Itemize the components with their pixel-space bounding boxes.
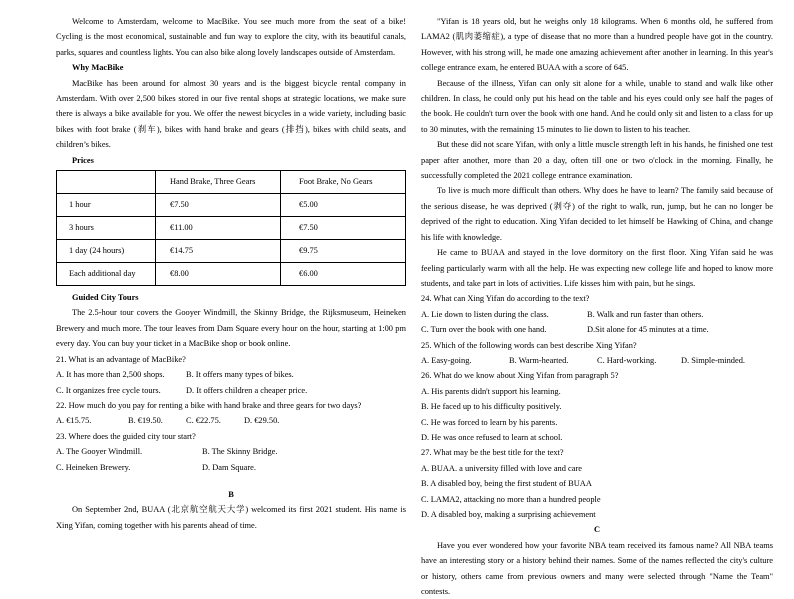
table-header-row xyxy=(57,171,406,194)
question-24: 24. What can Xing Yifan do according to the text? xyxy=(421,294,590,304)
option: B. The Skinny Bridge. xyxy=(202,447,278,457)
option: C. €22.75. xyxy=(186,416,221,426)
story-paragraph-3: But these did not scare Yifan, with only a little muscle strength left in his hands, he finished one test paper after another, more than 20 a day, often till one or two o'clock in the morning. Finally, he successfully completed the 2021 college entrance examination. xyxy=(421,140,773,181)
table-header-cell xyxy=(57,171,156,194)
table-row xyxy=(57,240,406,263)
option: A. BUAA. a university filled with love and care xyxy=(421,463,582,473)
question-26: 26. What do we know about Xing Yifan from paragraph 5? xyxy=(421,371,619,381)
table-row xyxy=(57,217,406,240)
tours-paragraph: The 2.5-hour tour covers the Gooyer Windmill, the Skinny Bridge, the Rijksmuseum, Heineken Brewery and much more. The tour leaves from Dam Square every hour on the hour, starting at 1:00 pm every day. You can buy your ticket in a MacBike shop or book online. xyxy=(56,308,406,349)
option: C. He was forced to learn by his parents. xyxy=(421,417,558,427)
q24-options-row-2 xyxy=(421,322,773,337)
story-paragraph-1: "Yifan is 18 years old, but he weighs only 18 kilograms. When 6 months old, he suffered from LAMA2 (肌肉萎缩症), a type of disease that no more than a hundred people have got in the country. However, with his strong will, he made one amazing achievement after another in learning. In this year's college entrance exam, he entered BUAA with a score of 645. xyxy=(421,17,773,73)
q23-options-row-2 xyxy=(56,460,406,475)
prices-table xyxy=(56,170,406,286)
question-22: 22. How much do you pay for renting a bike with hand brake and three gears for two days? xyxy=(56,400,362,410)
option: D.Sit alone for 45 minutes at a time. xyxy=(587,325,709,335)
table-cell: €9.75 xyxy=(281,240,406,263)
story-paragraph-5: He came to BUAA and stayed in the love dormitory on the first floor. Xing Yifan said he was feeling particularly warm with all the help. He was expecting new college life and hoped to know more students, and take part in lots of activities. Life kisses him with pain, but he sings. xyxy=(421,248,773,288)
q24-options-row-1 xyxy=(421,307,773,322)
tours-heading: Guided City Tours xyxy=(72,293,139,303)
question-25: 25. Which of the following words can best describe Xing Yifan? xyxy=(421,340,637,350)
table-cell: €7.50 xyxy=(156,194,281,217)
option: D. Dam Square. xyxy=(202,462,256,472)
table-cell: €7.50 xyxy=(281,217,406,240)
option: C. Hard-working. xyxy=(597,355,657,365)
q21-options-row-2 xyxy=(56,383,406,398)
q23-options-row-1 xyxy=(56,444,406,459)
option: D. Simple-minded. xyxy=(681,355,745,365)
option: A. The Gooyer Windmill. xyxy=(56,447,143,457)
option: B. €19.50. xyxy=(128,416,163,426)
story-paragraph-2: Because of the illness, Yifan can only sit alone for a while, unable to stand and walk like other children. In class, he could only put his head on the table and his eyes could only see half the pages of the book. He couldn't turn over the book with one hand. And he could only sit and listen to a class for up to 30 minutes, with the remaining 15 minutes to lie down to listen to his teacher. xyxy=(421,78,773,134)
right-column xyxy=(421,14,773,599)
option: C. It organizes free cycle tours. xyxy=(56,385,161,395)
section-b-paragraph: On September 2nd, BUAA (北京航空航天大学) welcomed its first 2021 student. His name is Xing Yifan, coming together with his parents ahead of time. xyxy=(56,505,406,530)
option: B. It offers many types of bikes. xyxy=(186,370,294,380)
option: A. €15.75. xyxy=(56,416,92,426)
prices-heading: Prices xyxy=(72,155,94,165)
option: D. It offers children a cheaper price. xyxy=(186,385,308,395)
question-23: 23. Where does the guided city tour start? xyxy=(56,431,196,441)
option: B. Warm-hearted. xyxy=(509,355,569,365)
question-27: 27. What may be the best title for the text? xyxy=(421,448,564,458)
option: C. LAMA2, attacking no more than a hundred people xyxy=(421,494,601,504)
table-row xyxy=(57,263,406,286)
option: A. It has more than 2,500 shops. xyxy=(56,370,165,380)
option: A. Lie down to listen during the class. xyxy=(421,309,549,319)
table-cell: €5.00 xyxy=(281,194,406,217)
why-macbike-heading: Why MacBike xyxy=(72,63,124,73)
table-cell: €14.75 xyxy=(156,240,281,263)
table-header-cell: Hand Brake, Three Gears xyxy=(156,171,281,194)
section-c-paragraph: Have you ever wondered how your favorite NBA team received its famous name? All NBA teams have an interesting story or a history behind their names. Some of the names reflected the city's culture or history, others came from previous owners and many were selected through "Name the Team" contests. xyxy=(421,540,773,597)
table-cell: 3 hours xyxy=(57,217,156,240)
option: C. Heineken Brewery. xyxy=(56,462,131,472)
question-21: 21. What is an advantage of MacBike? xyxy=(56,354,186,364)
story-paragraph-4: To live is much more difficult than others. Why does he have to learn? The family said because of the serious disease, he was deprived (剥夺) of the right to walk, run, jump, but he can no longer be deprived of the right to education. Xing Yifan decided to let himself be Hawking of China, and change his life with knowledge. xyxy=(421,186,773,242)
left-column xyxy=(56,14,406,533)
table-cell: €6.00 xyxy=(281,263,406,286)
table-header-cell: Foot Brake, No Gears xyxy=(281,171,406,194)
why-macbike-paragraph: MacBike has been around for almost 30 years and is the biggest bicycle rental company in Amsterdam. With over 2,500 bikes stored in our five rental shops at strategic locations, we make sure there is always a bike available for you. We offer the newest bicycles in a wide variety, including basic bikes with foot brake (刹车), bikes with hand brake and gears (排挡), bikes with child seats, and children’s bikes. xyxy=(56,78,406,150)
table-cell: 1 hour xyxy=(57,194,156,217)
option: D. €29.50. xyxy=(244,416,280,426)
option: D. He was once refused to learn at school. xyxy=(421,432,563,442)
table-cell: €11.00 xyxy=(156,217,281,240)
option: D. A disabled boy, making a surprising achievement xyxy=(421,510,596,519)
q22-options-row xyxy=(56,413,406,428)
table-cell: Each additional day xyxy=(57,263,156,286)
table-row xyxy=(57,194,406,217)
option: B. A disabled boy, being the first student of BUAA xyxy=(421,479,592,489)
table-cell: 1 day (24 hours) xyxy=(57,240,156,263)
option: B. He faced up to his difficulty positively. xyxy=(421,402,562,412)
q25-options-row xyxy=(421,353,773,368)
option: C. Turn over the book with one hand. xyxy=(421,325,547,335)
section-c-heading: C xyxy=(593,525,601,535)
option: B. Walk and run faster than others. xyxy=(587,309,704,319)
option: A. His parents didn't support his learning. xyxy=(421,386,561,396)
intro-paragraph: Welcome to Amsterdam, welcome to MacBike. You see much more from the seat of a bike! Cycling is the most economical, sustainable and fun way to explore the city, with its beautiful canals, parks, squares and countless lights. You can also bike along lovely landscapes outside of Amsterdam. xyxy=(56,17,406,57)
section-b-heading: B xyxy=(228,489,234,499)
table-cell: €8.00 xyxy=(156,263,281,286)
q21-options-row-1 xyxy=(56,367,406,382)
option: A. Easy-going. xyxy=(421,355,472,365)
